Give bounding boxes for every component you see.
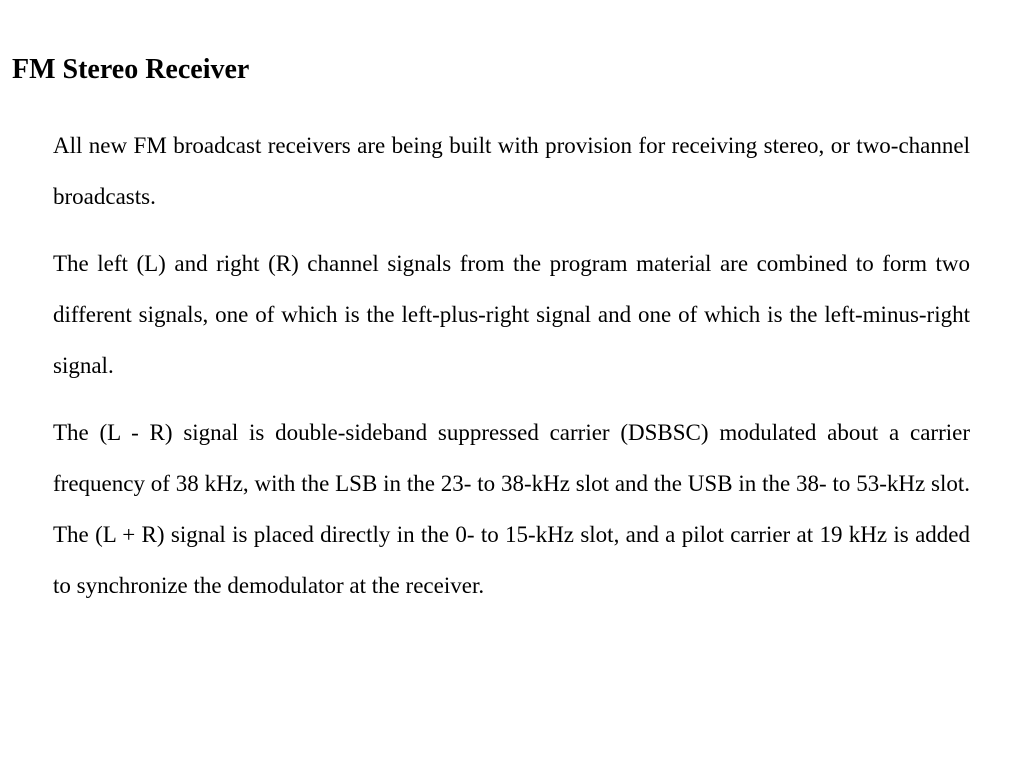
slide-body [53,120,970,627]
paragraph-modulation: The (L - R) signal is double-sideband suppressed carrier (DSBSC) modulated about a carrier frequency of 38 kHz, with the LSB in the 23- to 38-kHz slot and the USB in the 38- to 53-kHz slot. The (L + R) signal is placed directly in the 0- to 15-kHz slot, and a pilot carrier at 19 kHz is added to synchronize the demodulator at the receiver. [53,420,970,598]
paragraph-intro: All new FM broadcast receivers are being built with provision for receiving stereo, or two-channel broadcasts. [53,133,970,209]
slide-title: FM Stereo Receiver [12,54,250,85]
paragraph-channel-signals: The left (L) and right (R) channel signals from the program material are combined to form two different signals, one of which is the left-plus-right signal and one of which is the left-minus-right signal. [53,251,970,378]
